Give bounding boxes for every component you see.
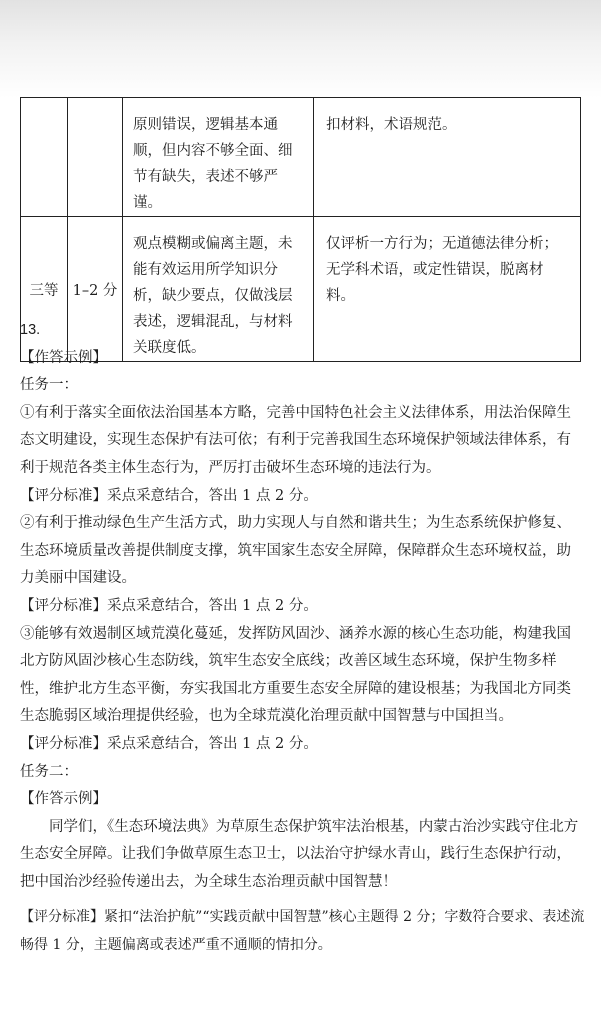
score-cell	[68, 98, 123, 217]
task2-example-text: 同学们，《生态环境法典》为草原生态保护筑牢法治根基，内蒙古治沙实践守住北方生态安全屏障。让我们争做草原生态卫士，以法治守护绿水青山，践行生态保护行动，把中国治沙经验传递出去，为全球生态治理贡献中国智慧！	[20, 818, 579, 890]
description-cell	[123, 98, 314, 217]
task1-criteria-2: 【评分标准】采点采意结合，答出 1 点 2 分。	[20, 597, 318, 614]
score-label: 1–2 分	[72, 282, 118, 299]
answer-section	[20, 317, 585, 960]
task1-point-3: ③能够有效遏制区域荒漠化蔓延，发挥防风固沙、涵养水源的核心生态功能，构建我国北方防风固沙核心生态防线，筑牢生态安全底线；改善区域生态环境，保护生物多样性，维护北方生态平衡，夯实我国北方重要生态安全屏障的建设根基；为我国北方同类生态脆弱区域治理提供经验，也为全球荒漠化治理贡献中国智慧与中国担当。	[20, 625, 571, 725]
task2-criteria: 【评分标准】紧扣“法治护航”“实践贡献中国智慧”核心主题得 2 分；字数符合要求、表述流畅得 1 分，主题偏离或表述严重不通顺的情扣分。	[20, 909, 585, 954]
task1-criteria-3: 【评分标准】采点采意结合，答出 1 点 2 分。	[20, 735, 318, 752]
grade-cell	[21, 98, 68, 217]
question-number: 13.	[20, 322, 41, 338]
task2-heading: 任务二：	[20, 763, 78, 780]
task2-example-heading: 【作答示例】	[20, 791, 107, 808]
task1-heading: 任务一：	[20, 377, 78, 394]
task1-point-2: ②有利于推动绿色生产生活方式，助力实现人与自然和谐共生；为生态系统保护修复、生态环境质量改善提供制度支撑，筑牢国家生态安全屏障，保障群众生态环境权益，助力美丽中国建设。	[20, 515, 571, 587]
scan-shadow-band	[0, 0, 601, 98]
answer-example-heading: 【作答示例】	[20, 349, 107, 366]
description-text: 观点模糊或偏离主题，未能有效运用所学知识分析，缺少要点，仅做浅层表述，逻辑混乱，与材料关联度低。	[133, 236, 293, 356]
grade-label: 三等	[29, 282, 59, 299]
task1-point-1: ①有利于落实全面依法治国基本方略，完善中国特色社会主义法律体系，用法治保障生态文明建设，实现生态保护有法可依；有利于完善我国生态环境保护领域法律体系，有利于规范各类主体生态行为，严厉打击破坏生态环境的违法行为。	[20, 404, 571, 476]
table-row	[21, 98, 581, 217]
task1-criteria-1: 【评分标准】采点采意结合，答出 1 点 2 分。	[20, 487, 318, 504]
deduction-text: 扣材料，术语规范。	[326, 117, 457, 133]
deduction-cell	[314, 98, 581, 217]
deduction-text: 仅评析一方行为；无道德法律分析；无学科术语，或定性错误，脱离材料。	[326, 236, 558, 304]
description-text: 原则错误，逻辑基本通顺，但内容不够全面、细节有缺失，表述不够严谨。	[133, 117, 293, 211]
